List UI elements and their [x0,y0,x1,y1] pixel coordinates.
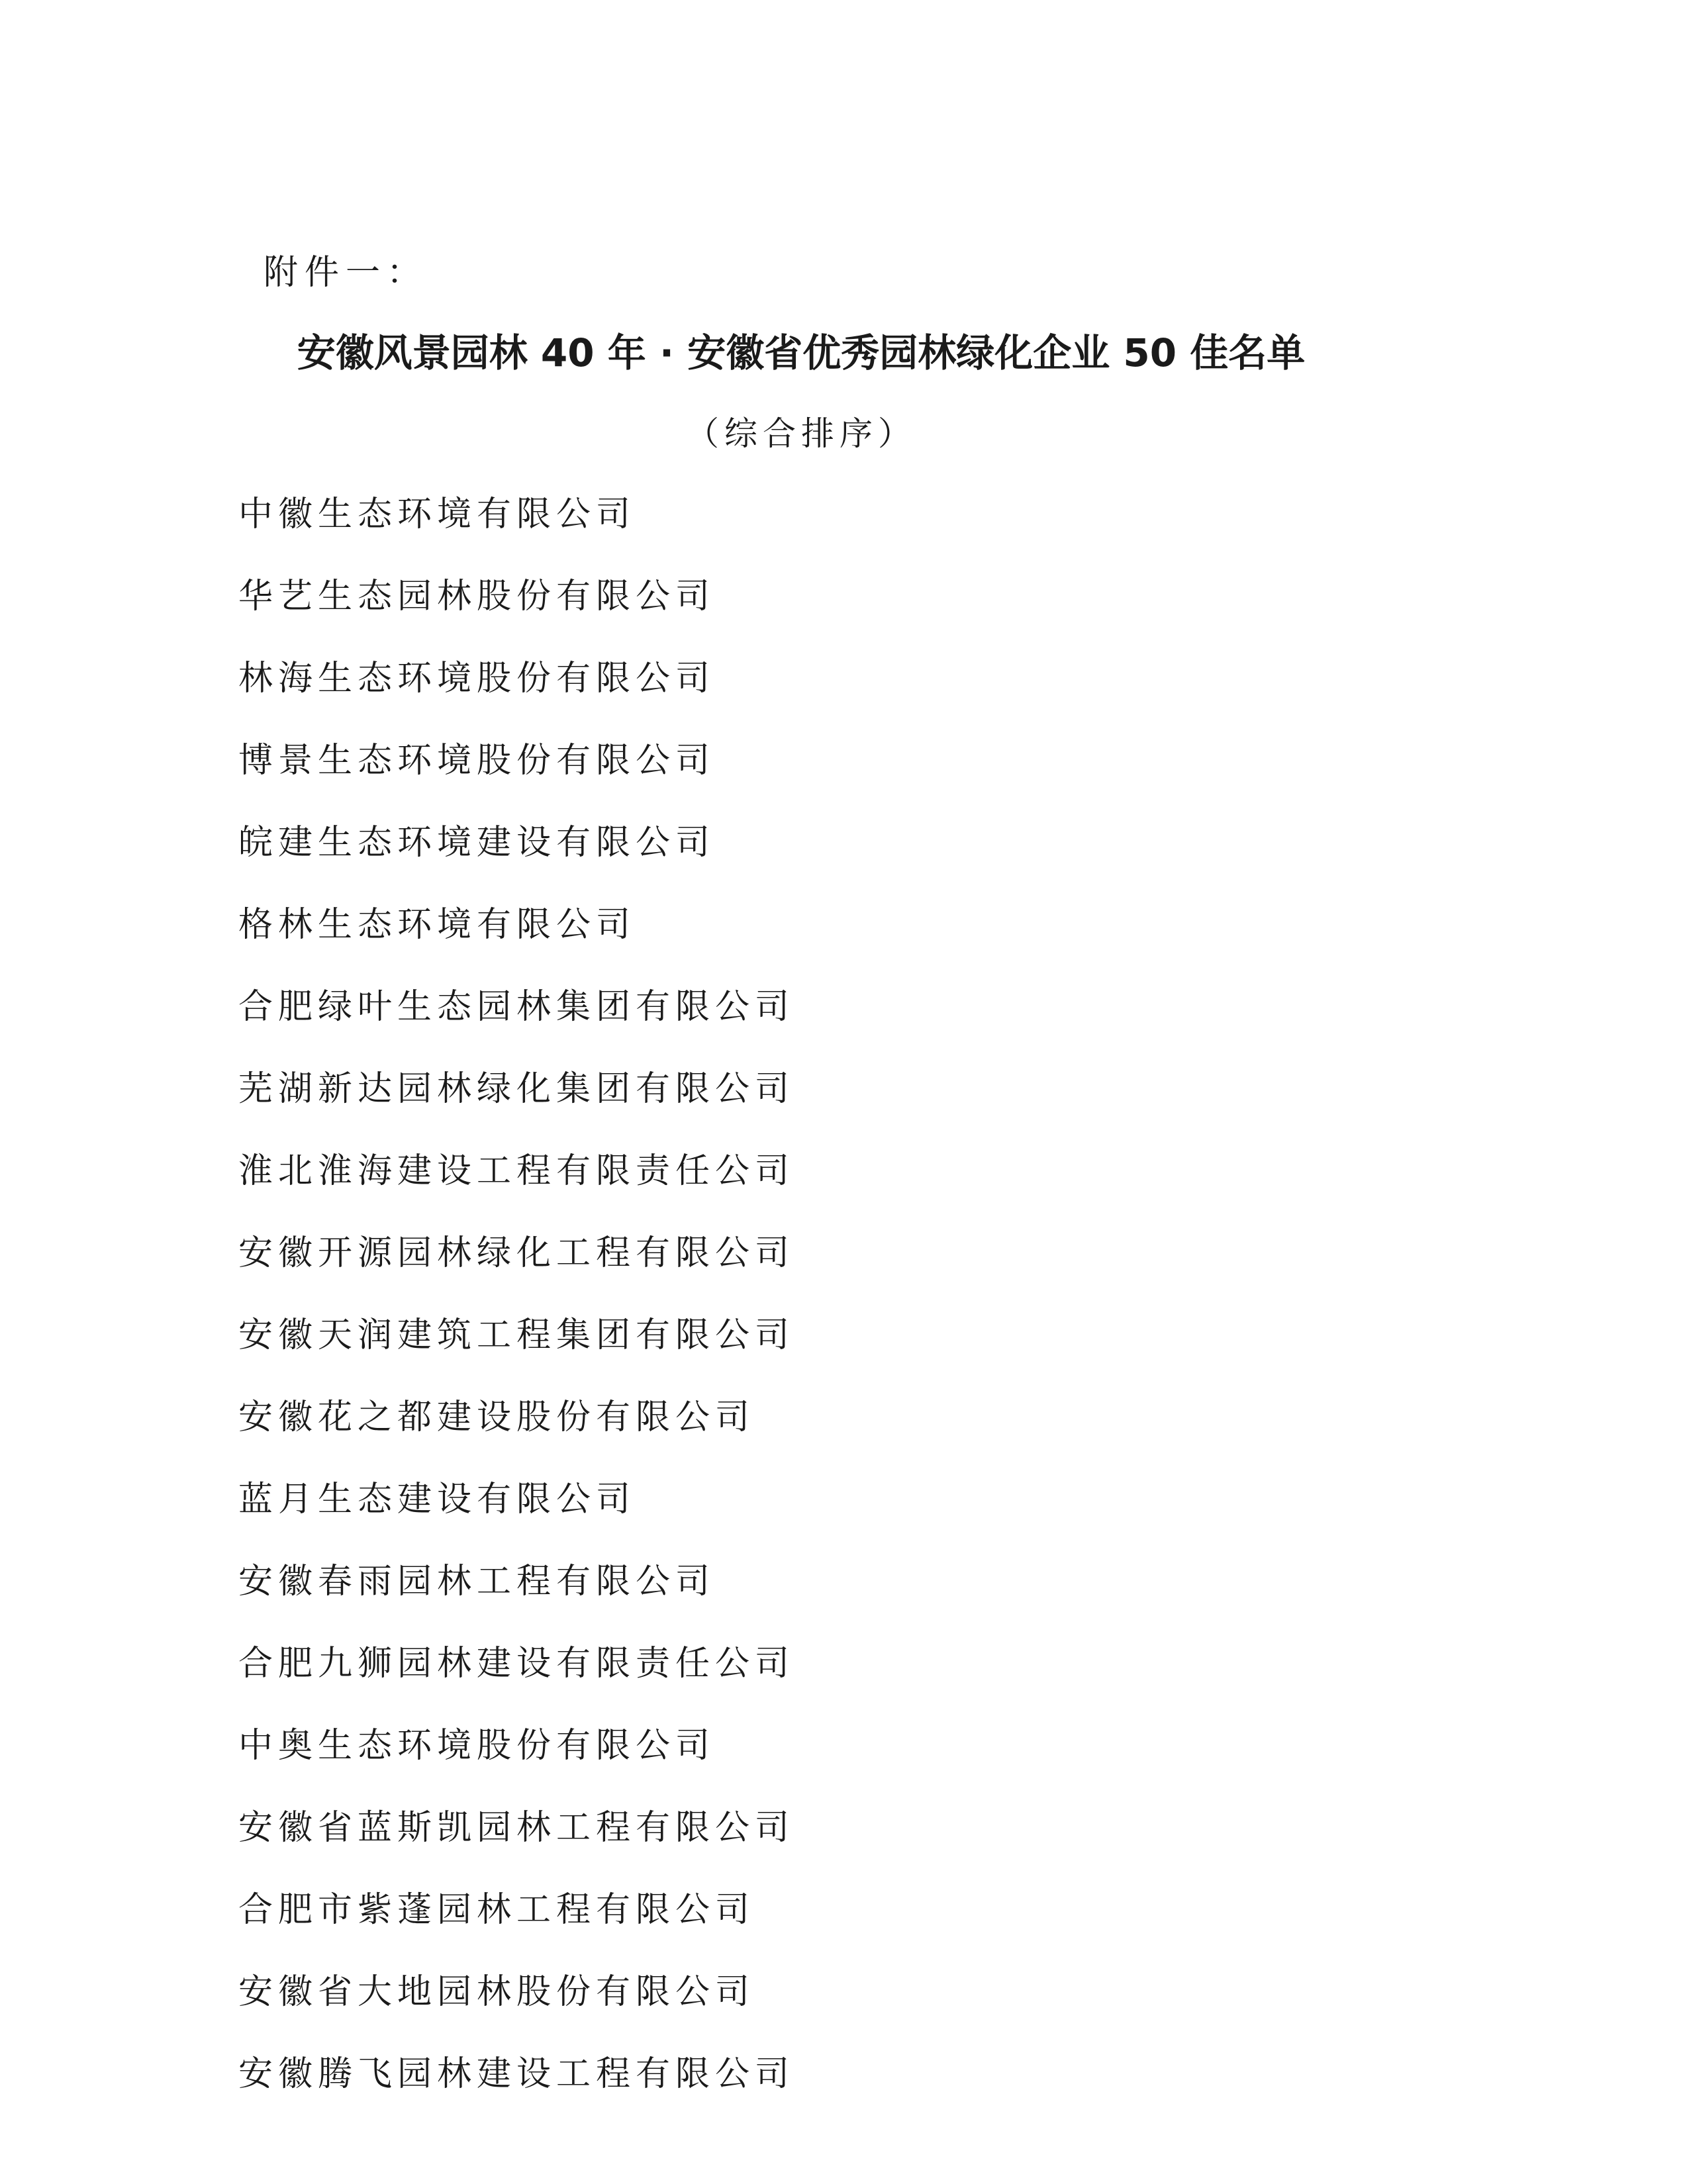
list-item: 淮北淮海建设工程有限责任公司 [238,1151,795,1191]
list-item: 合肥绿叶生态园林集团有限公司 [238,987,795,1027]
attachment-label: 附件一： [264,253,428,293]
company-list [238,488,794,2130]
list-item: 安徽花之都建设股份有限公司 [238,1398,755,1437]
list-item: 合肥市紫蓬园林工程有限公司 [238,1890,755,1930]
list-item: 安徽省蓝斯凯园林工程有限公司 [238,1808,795,1848]
list-item: 格林生态环境有限公司 [238,905,636,945]
page-title: 安徽风景园林 40 年 · 安徽省优秀园林绿化企业 50 佳名单 [297,330,1306,375]
list-item: 安徽开源园林绿化工程有限公司 [238,1233,795,1273]
list-item: 安徽春雨园林工程有限公司 [238,1562,716,1601]
list-item: 华艺生态园林股份有限公司 [238,577,716,616]
list-item: 皖建生态环境建设有限公司 [238,823,716,863]
list-item: 中徽生态环境有限公司 [238,495,636,534]
list-item: 芜湖新达园林绿化集团有限公司 [238,1069,795,1109]
list-item: 安徽省大地园林股份有限公司 [238,1972,755,2012]
list-item: 合肥九狮园林建设有限责任公司 [238,1644,795,1684]
list-item: 安徽天润建筑工程集团有限公司 [238,1315,795,1355]
list-item: 蓝月生态建设有限公司 [238,1480,636,1519]
list-item: 博景生态环境股份有限公司 [238,741,716,781]
list-item: 中奥生态环境股份有限公司 [238,1726,716,1766]
list-item: 安徽腾飞园林建设工程有限公司 [238,2054,795,2094]
page-subtitle: （综合排序） [686,414,916,453]
list-item: 林海生态环境股份有限公司 [238,659,716,698]
